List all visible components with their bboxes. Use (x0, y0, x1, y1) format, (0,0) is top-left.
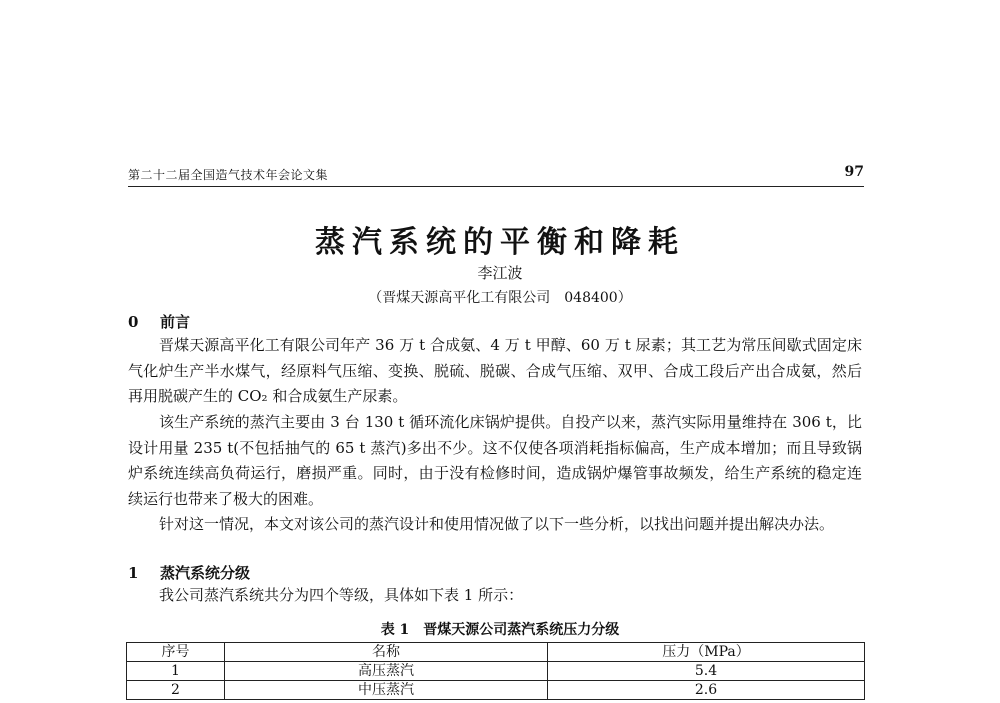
table-cell: 中压蒸汽 (225, 681, 548, 700)
table-row (127, 662, 865, 681)
section-heading (128, 311, 190, 332)
section-title: 前言 (160, 313, 191, 331)
column-header: 序号 (127, 643, 225, 662)
section-number: 1 (128, 564, 139, 582)
table-cell: 高压蒸汽 (225, 662, 548, 681)
paragraph: 针对这一情况，本文对该公司的蒸汽设计和使用情况做了以下一些分析，以找出问题并提出解决办法。 (159, 515, 835, 533)
section-title: 蒸汽系统分级 (160, 564, 251, 582)
table-header-row (127, 643, 865, 662)
paragraph: 该生产系统的蒸汽主要由 3 台 130 t 循环流化床锅炉提供。自投产以来，蒸汽实际用量维持在 306 t，比设计用量 235 t(不包括抽气的 65 t 蒸汽)多出不少。这不仅使各项消耗指标偏高，生产成本增加；而且导致锅炉系统连续高负荷运行，磨损严重。同时，由于没有检修时间，造成锅炉爆管事故频发，给生产系统的稳定连续运行也带来了极大的困难。 (128, 413, 862, 508)
section-heading (128, 562, 250, 583)
paper-title: 蒸汽系统的平衡和降耗 (315, 225, 685, 260)
steam-pressure-table (126, 642, 865, 700)
running-header (128, 164, 864, 187)
table-cell: 1 (127, 662, 225, 681)
table-caption: 表 1 晋煤天源公司蒸汽系统压力分级 (380, 622, 620, 638)
column-header: 压力（MPa） (548, 643, 865, 662)
table-row (127, 681, 865, 700)
page-number: 97 (844, 164, 864, 180)
author-name: 李江波 (477, 264, 523, 282)
journal-name: 第二十二届全国造气技术年会论文集 (128, 168, 329, 182)
table-cell: 2 (127, 681, 225, 700)
table-cell: 5.4 (548, 662, 865, 681)
paragraph: 我公司蒸汽系统共分为四个等级，具体如下表 1 所示： (159, 586, 524, 604)
section-number: 0 (128, 313, 139, 331)
table-cell: 2.6 (548, 681, 865, 700)
paragraph: 晋煤天源高平化工有限公司年产 36 万 t 合成氨、4 万 t 甲醇、60 万 t 尿素；其工艺为常压间歇式固定床气化炉生产半水煤气，经原料气压缩、变换、脱硫、脱碳、合成气压缩、双甲、合成工段后产出合成氨，然后再用脱碳产生的 CO₂ 和合成氨生产尿素。 (128, 336, 862, 405)
column-header: 名称 (225, 643, 548, 662)
author-affiliation: （晋煤天源高平化工有限公司 048400） (368, 290, 632, 306)
